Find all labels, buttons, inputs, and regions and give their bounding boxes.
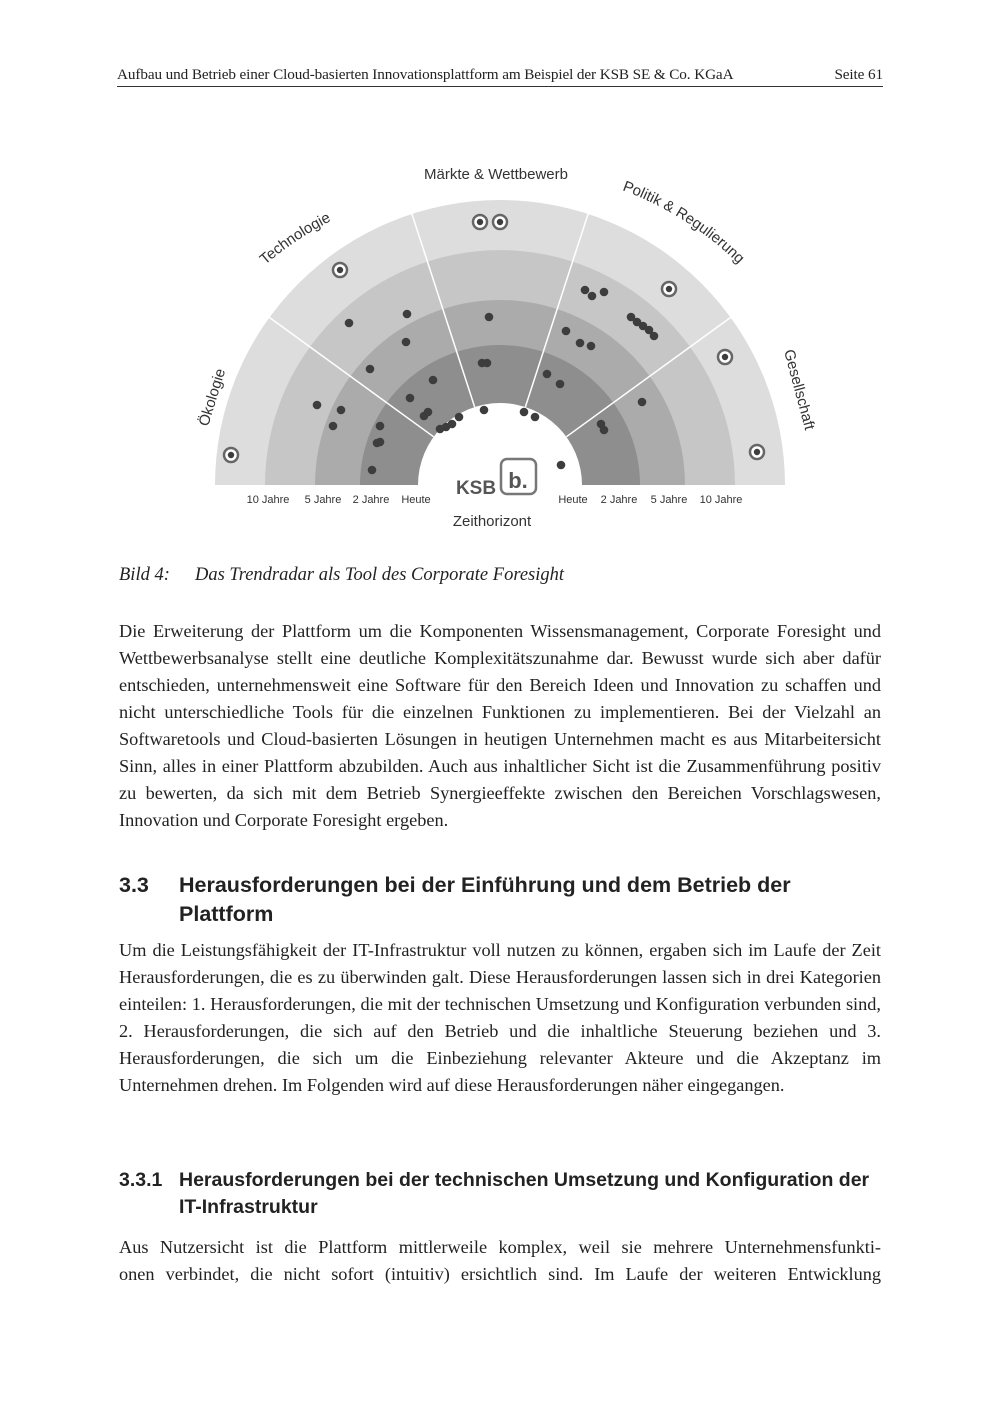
trend-dot [543, 370, 552, 379]
axis-left-heute: Heute [401, 494, 431, 506]
trend-dot-highlight-center [497, 219, 503, 225]
section-title: Herausforderungen bei der Einführung und dem Betrieb der Plattform [179, 873, 791, 926]
axis-left-2: 2 Jahre [352, 494, 390, 506]
trend-dot [581, 286, 590, 295]
paragraph-line: Aus Nutzersicht ist die Plattform mittlerweile komplex, weil sie mehrere Unternehmensfunkti- [119, 1237, 881, 1257]
segment-label-maerkte: Märkte & Wettbewerb [424, 166, 568, 183]
axis-right-5: 5 Jahre [650, 494, 688, 506]
segment-label-oekologie: Ökologie [195, 366, 230, 429]
trend-dot [366, 365, 375, 374]
trend-dot [376, 422, 385, 431]
trend-dot-highlight-center [337, 267, 343, 273]
trend-dot [600, 288, 609, 297]
trend-dot [455, 413, 464, 422]
axis-right-10: 10 Jahre [699, 494, 743, 506]
trend-dot [576, 339, 585, 348]
trend-dot [424, 408, 433, 417]
trend-dot [402, 338, 411, 347]
trend-dot [313, 401, 322, 410]
paragraph-line: onen verbindet, die nicht sofort (intuitiv) ersichtlich sind. Im Laufe der weiteren Entwicklung [119, 1264, 881, 1284]
trend-dot [485, 313, 494, 322]
trend-dot-highlight-center [228, 452, 234, 458]
trend-dot [448, 420, 457, 429]
trend-dot [480, 406, 489, 415]
trend-dot [588, 292, 597, 301]
trend-dot [368, 466, 377, 475]
axis-left-10: 10 Jahre [246, 494, 290, 506]
axis-left-5: 5 Jahre [304, 494, 342, 506]
trend-dot [373, 439, 382, 448]
page-number: Seite 61 [834, 66, 883, 83]
trend-dot-highlight-center [754, 449, 760, 455]
segment-label-politik-path: Politik & Regulierung [620, 177, 748, 268]
axis-right-2: 2 Jahre [600, 494, 638, 506]
trend-dot [556, 380, 565, 389]
segment-label-technologie-path: Technologie [256, 209, 334, 269]
subsection-title: Herausforderungen bei der technischen Umsetzung und Konfiguration der IT-Infrastruktur [179, 1169, 870, 1218]
running-header [117, 66, 883, 87]
trend-dot [587, 342, 596, 351]
trend-dot [345, 319, 354, 328]
trend-dot-highlight-center [722, 354, 728, 360]
paragraph-platform-extension: Die Erweiterung der Plattform um die Komponenten Wissensmanagement, Corporate Foresight und Wettbewerbsanalyse stellt eine deutliche Komplexitätszunahme dar. Bewusst wurde sich aber dafür entschieden, unternehmensweit eine Software für den Bereich Ideen und Innovation zu schaffen und nicht unterschiedliche Tools für die einzelnen Funktionen zu implementieren. Bei der Vielzahl an Softwaretools und Cloud-basierten Lösungen in heutigen Unternehmen macht es aus Mitarbeitersicht Sinn, alles in einer Plattform abzubilden. Auch aus inhaltlicher Sicht ist die Zusammenführung positiv zu bewerten, da sich mit dem Betrieb Synergieeffekte zwischen den Bereichen Vorschlagswesen, Innovation und Corporate Foresight ergeben. [119, 621, 881, 830]
segment-label-technologie [257, 209, 334, 268]
trend-dot-highlight-center [666, 286, 672, 292]
axis-title: Zeithorizont [452, 513, 532, 530]
caption-number: Bild 4: [119, 565, 170, 585]
trend-dot [403, 310, 412, 319]
ksb-logo-text: KSB [455, 478, 497, 499]
trend-radar [160, 155, 840, 535]
trend-dot [650, 332, 659, 341]
trend-dot [531, 413, 540, 422]
ksb-logo-mark: b. [508, 468, 528, 493]
section-heading-3-3-1 [119, 1167, 881, 1221]
trend-dot [638, 398, 647, 407]
caption-text: Das Trendradar als Tool des Corporate Foresight [195, 565, 565, 585]
trend-dot [562, 327, 571, 336]
trend-dot [557, 461, 566, 470]
trend-dot [406, 394, 415, 403]
trend-dot [329, 422, 338, 431]
section-heading-3-3 [119, 871, 881, 929]
trend-dot [337, 406, 346, 415]
paragraph-user-view [119, 1234, 881, 1288]
trend-dot [600, 426, 609, 435]
trend-dot-highlight-center [477, 219, 483, 225]
section-number: 3.3 [119, 873, 149, 897]
trend-radar-figure [160, 155, 840, 535]
paragraph-challenges: Um die Leistungsfähigkeit der IT-Infrastruktur voll nutzen zu können, ergaben sich im Laufe der Zeit Herausforderungen, die es zu überwinden galt. Diese Herausforderungen lassen sich in drei Kategorien einteilen: 1. Herausforderungen, die mit der technischen Umsetzung und Konfiguration verbunden sind, 2. Herausforderungen, die sich auf den Betrieb und die inhaltliche Steuerung beziehen und 3. Herausforderungen, die sich um die Einbeziehung relevanter Akteure und die Akzeptanz im Unternehmen drehen. Im Folgenden wird auf diese Herausforderungen näher eingegangen. [119, 940, 881, 1095]
subsection-number: 3.3.1 [119, 1169, 163, 1191]
axis-right-heute: Heute [558, 494, 588, 506]
trend-dot [429, 376, 438, 385]
trend-dot [520, 408, 529, 417]
running-header-title: Aufbau und Betrieb einer Cloud-basierten Innovationsplattform am Beispiel der KSB SE & Co. KGaA [117, 66, 734, 83]
trend-dot [483, 359, 492, 368]
figure-caption [119, 565, 889, 586]
segment-label-gesellschaft: Gesellschaft [780, 347, 818, 432]
